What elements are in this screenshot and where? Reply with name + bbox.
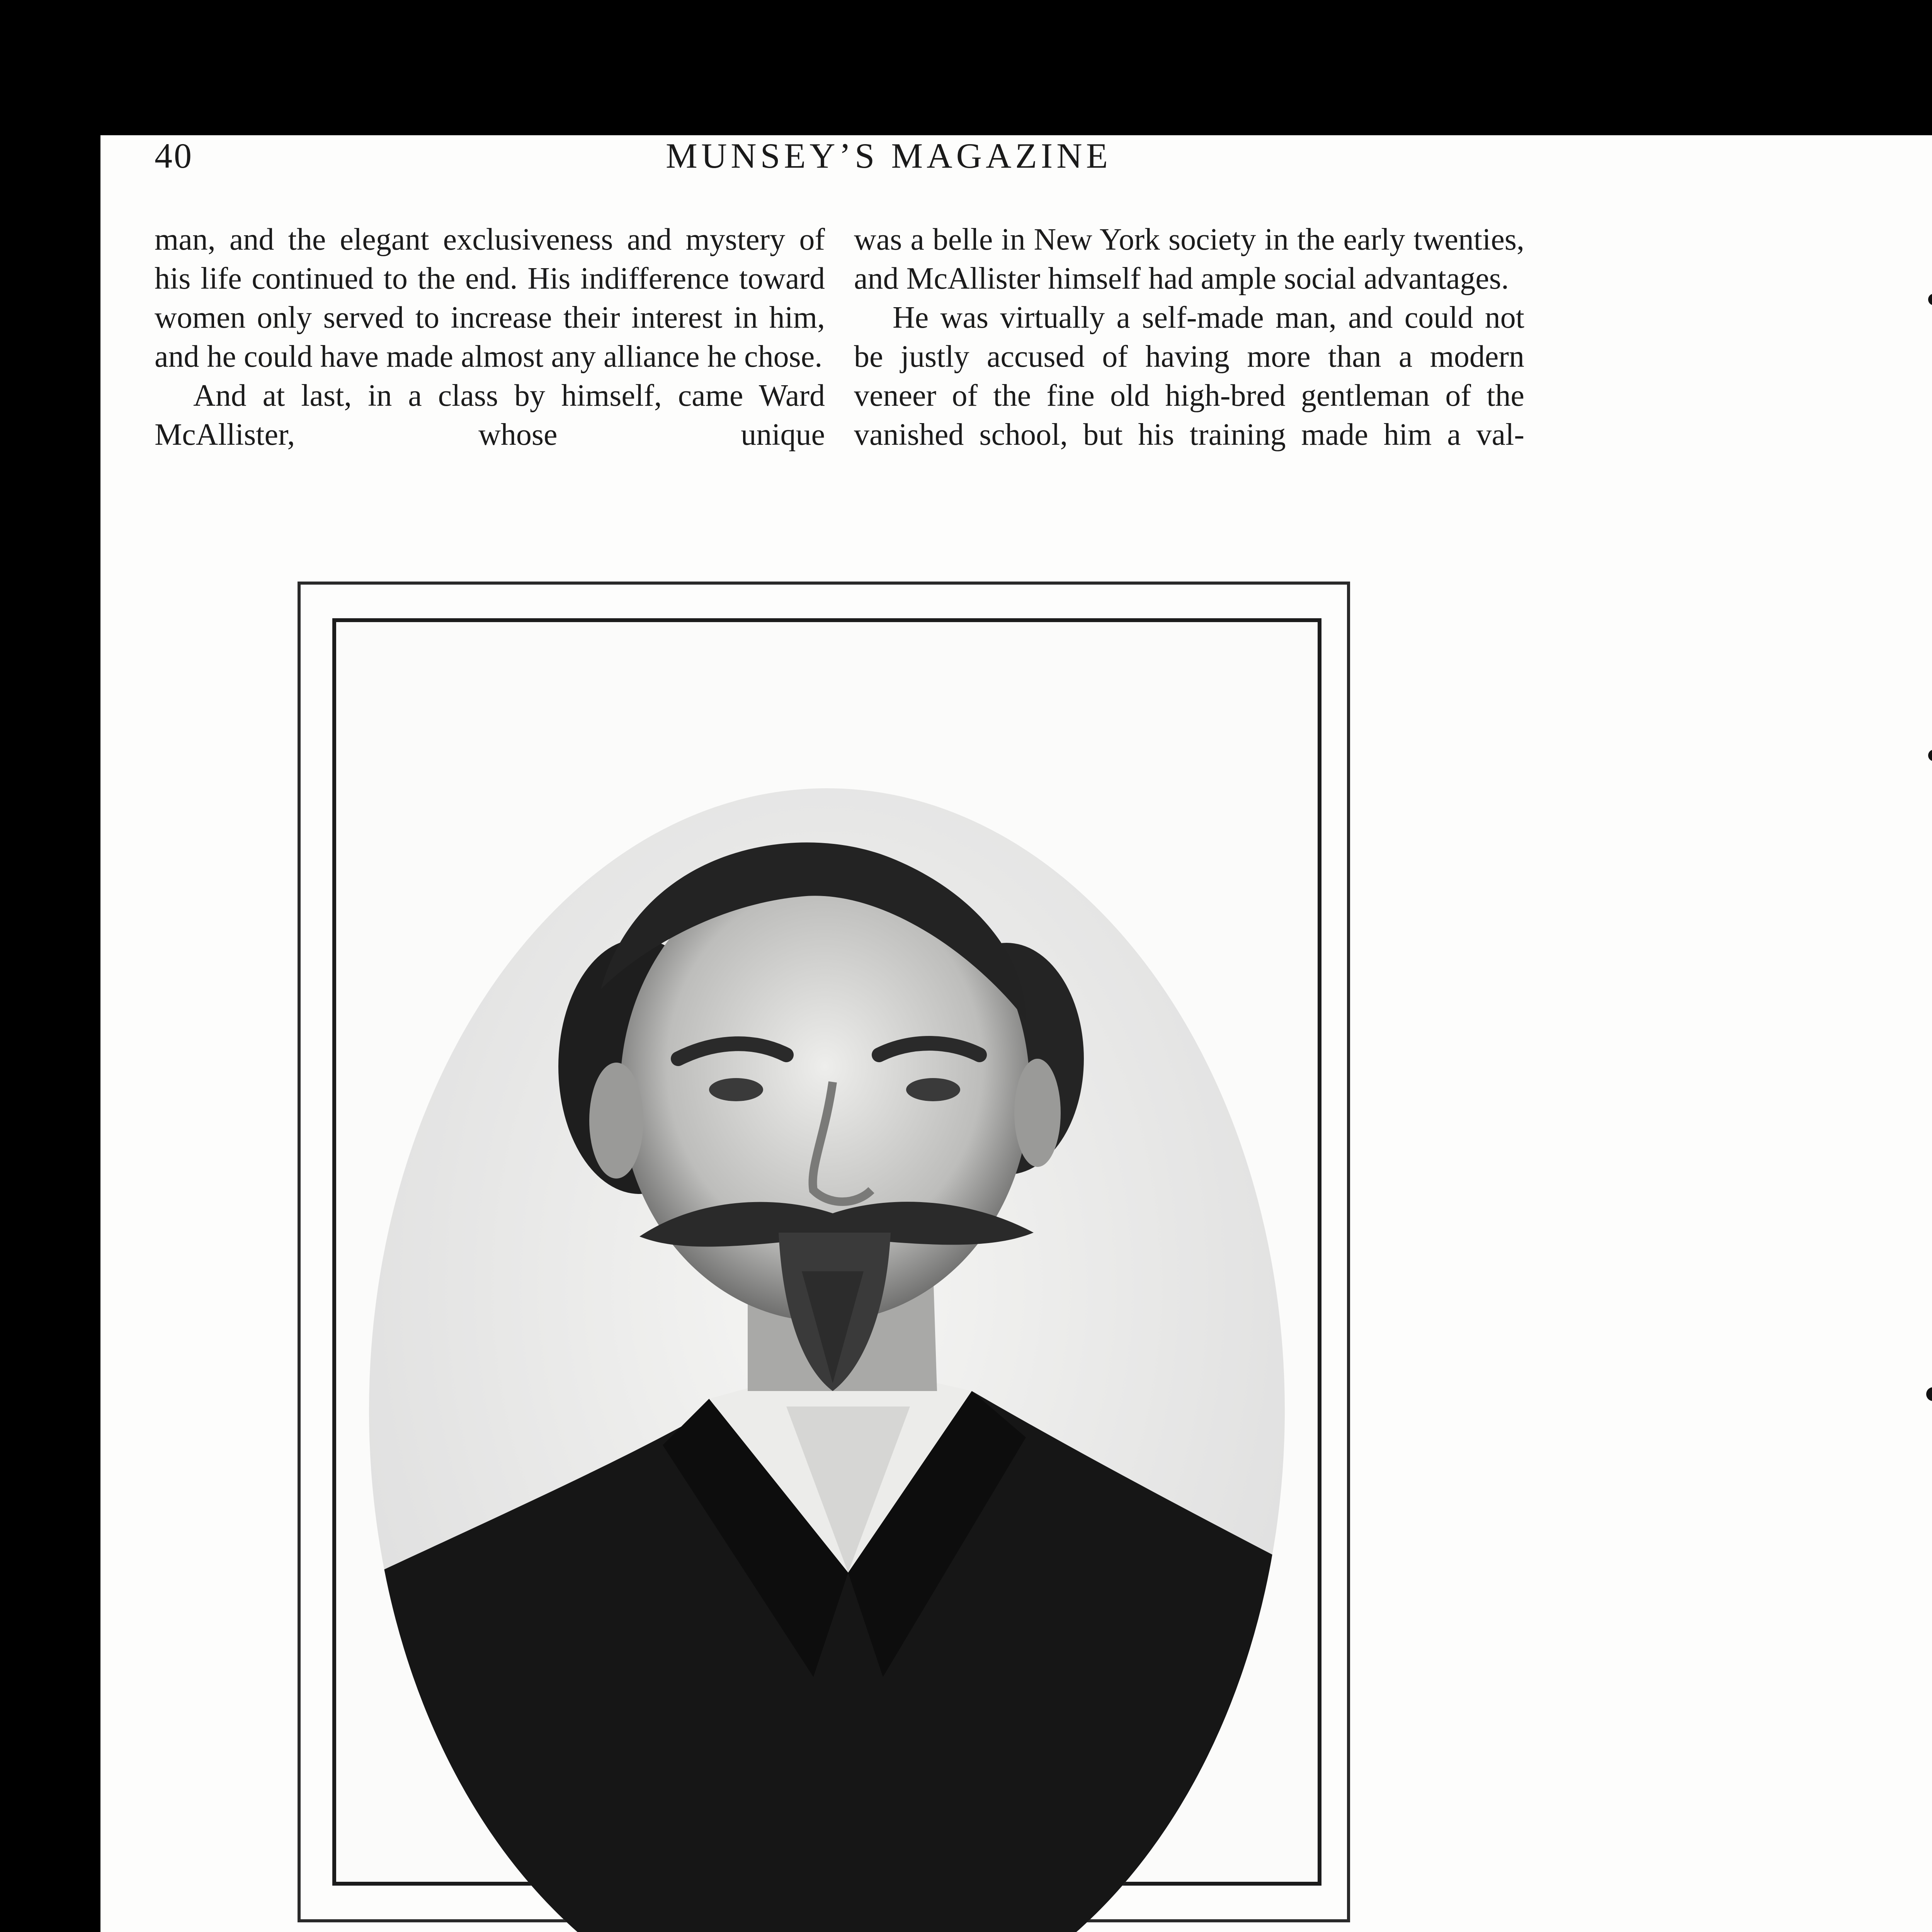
page-number: 40 [155,136,193,175]
top-right-column [854,220,1524,454]
paragraph: was a belle in New York society in the early twenties, and McAllister himself had ample social advantages. [854,223,1524,296]
paragraph: He was virtually a self-made man, and could not be justly accused of having more than a modern veneer of the fine old high-bred gentleman of the vanished school, but his training made him a val- [854,301,1524,452]
paragraph: man, and the elegant exclusiveness and mystery of his life continued to the end. His indifference toward women only served to increase their interest in him, and he could have made almost any alliance he chose. [155,223,825,374]
top-left-column [155,220,825,454]
portrait-image [369,788,1285,1932]
magazine-title: MUNSEY’S MAGAZINE [666,136,1112,175]
running-head [155,135,1623,197]
paragraph: And at last, in a class by himself, came Ward McAllister, whose unique [155,379,825,452]
